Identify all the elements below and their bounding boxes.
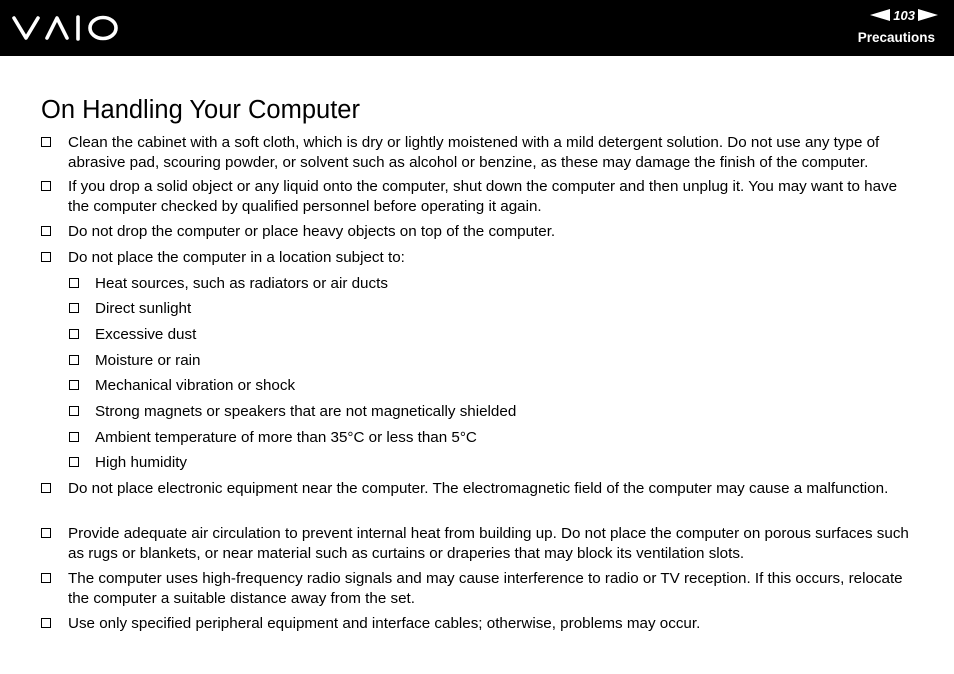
page-title: On Handling Your Computer [41, 96, 360, 124]
list-item: Do not drop the computer or place heavy objects on top of the computer. [41, 222, 921, 242]
page-number: 103 [893, 7, 915, 23]
arrow-left-icon[interactable] [870, 9, 890, 21]
list-item: The computer uses high-frequency radio signals and may cause interference to radio or TV reception. If this occurs, relocate the computer a suitable distance away from the set. [41, 569, 921, 608]
checkbox-bullet-icon [41, 573, 51, 583]
sub-list-item: Heat sources, such as radiators or air ducts [69, 274, 929, 294]
sub-list-item: Direct sunlight [69, 299, 929, 319]
sub-list-item: Ambient temperature of more than 35°C or less than 5°C [69, 428, 929, 448]
checkbox-bullet-icon [69, 303, 79, 313]
sub-list-item: Mechanical vibration or shock [69, 376, 929, 396]
page-header [0, 0, 954, 56]
arrow-right-icon[interactable] [918, 9, 938, 21]
checkbox-bullet-icon [41, 528, 51, 538]
checkbox-bullet-icon [69, 380, 79, 390]
sub-list-item: Excessive dust [69, 325, 929, 345]
list-item: Clean the cabinet with a soft cloth, which is dry or lightly moistened with a mild detergent solution. Do not use any type of abrasive pad, scouring powder, or solvent such as alcohol or benzine, as these may damage the finish of the computer. [41, 133, 921, 172]
list-item: Do not place electronic equipment near the computer. The electromagnetic field of the computer may cause a malfunction. [41, 479, 921, 499]
checkbox-bullet-icon [41, 226, 51, 236]
section-label: Precautions [857, 30, 935, 45]
list-item: Use only specified peripheral equipment and interface cables; otherwise, problems may occur. [41, 614, 921, 634]
checkbox-bullet-icon [69, 457, 79, 467]
checkbox-bullet-icon [69, 432, 79, 442]
sub-list-item: Strong magnets or speakers that are not magnetically shielded [69, 402, 929, 422]
list-item: Provide adequate air circulation to prevent internal heat from building up. Do not place the computer on porous surfaces such as rugs or blankets, or near material such as curtains or draperies that may block its ventilation slots. [41, 524, 921, 563]
checkbox-bullet-icon [41, 618, 51, 628]
checkbox-bullet-icon [69, 329, 79, 339]
checkbox-bullet-icon [41, 483, 51, 493]
list-item: If you drop a solid object or any liquid onto the computer, shut down the computer and then unplug it. You may want to have the computer checked by qualified personnel before operating it again. [41, 177, 921, 216]
checkbox-bullet-icon [41, 181, 51, 191]
checkbox-bullet-icon [69, 406, 79, 416]
list-item: Do not place the computer in a location subject to: [41, 248, 921, 268]
checkbox-bullet-icon [41, 137, 51, 147]
page-navigation [870, 6, 938, 24]
vaio-logo-icon [12, 13, 120, 43]
checkbox-bullet-icon [69, 355, 79, 365]
checkbox-bullet-icon [41, 252, 51, 262]
sub-list-item: High humidity [69, 453, 929, 473]
checkbox-bullet-icon [69, 278, 79, 288]
sub-list-item: Moisture or rain [69, 351, 929, 371]
